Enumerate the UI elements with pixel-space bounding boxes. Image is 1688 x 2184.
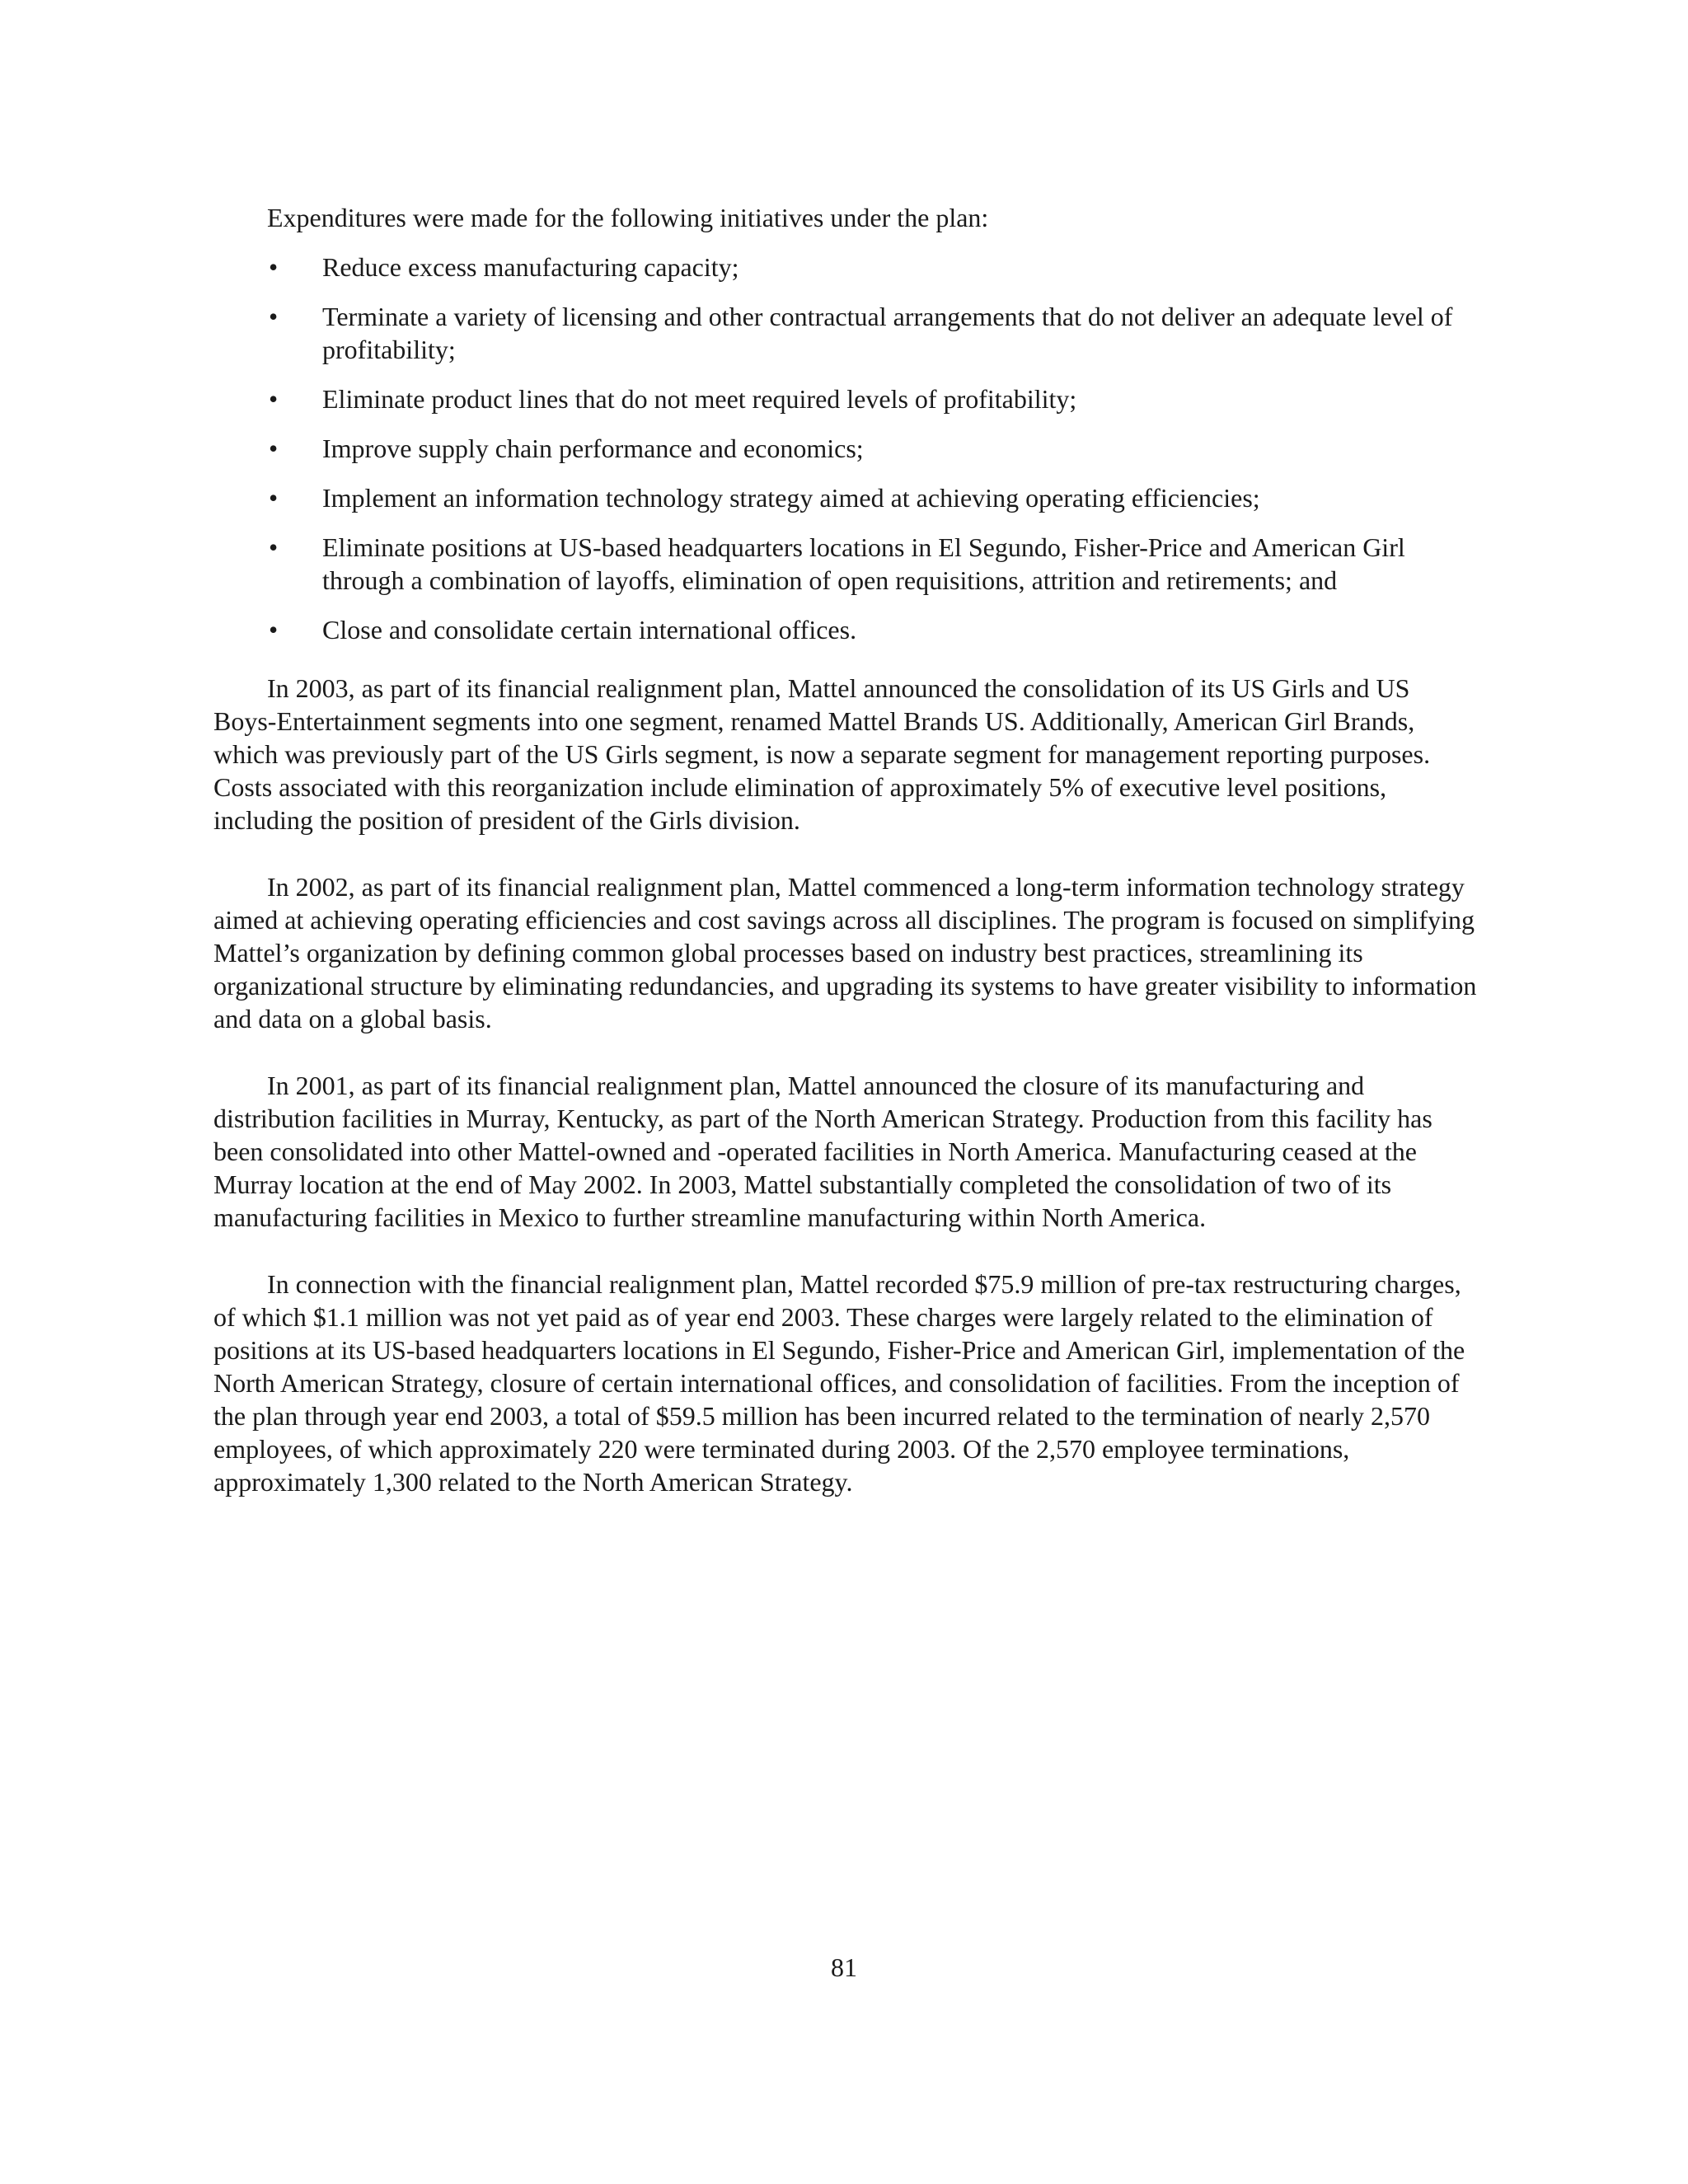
- paragraph-2003-consolidation: In 2003, as part of its financial realignment plan, Mattel announced the consolidation of its US Girls and US Boys-Entertainment segments into one segment, renamed Mattel Brands US. Additionally, American Girl Brands, which was previously part of the US Girls segment, is now a separate segment for management reporting purposes. Costs associated with this reorganization include elimination of approximately 5% of executive level positions, including the position of president of the Girls division.: [213, 673, 1431, 835]
- list-item: [213, 300, 1479, 366]
- list-item-text: Eliminate positions at US-based headquarters locations in El Segundo, Fisher-Price and American Girl through a combination of layoffs, elimination of open requisitions, attrition and retirements; and: [322, 532, 1405, 595]
- list-item: [213, 432, 1479, 465]
- list-item: [213, 251, 1479, 284]
- list-item-text: Eliminate product lines that do not meet required levels of profitability;: [322, 384, 1077, 414]
- page-number: 81: [831, 1952, 857, 1982]
- list-item: [213, 531, 1479, 597]
- list-item: [213, 481, 1479, 514]
- bullet-icon: •: [269, 532, 279, 562]
- list-item-text: Close and consolidate certain international offices.: [322, 615, 857, 644]
- paragraph-2002-it-strategy: In 2002, as part of its financial realignment plan, Mattel commenced a long-term information technology strategy aimed at achieving operating efficiencies and cost savings across all disciplines. The program is focused on simplifying Mattel’s organization by defining common global processes based on industry best practices, streamlining its organizational structure by eliminating redundancies, and upgrading its systems to have greater visibility to information and data on a global basis.: [213, 872, 1477, 1033]
- bullet-icon: •: [269, 302, 279, 331]
- list-item-text: Implement an information technology strategy aimed at achieving operating efficiencies;: [322, 483, 1260, 513]
- bullet-icon: •: [269, 384, 279, 414]
- bullet-icon: •: [269, 483, 279, 513]
- list-item-text: Improve supply chain performance and economics;: [322, 434, 864, 463]
- intro-text: Expenditures were made for the following initiatives under the plan:: [267, 203, 989, 232]
- bullet-icon: •: [269, 434, 279, 463]
- list-item-text: Terminate a variety of licensing and other contractual arrangements that do not deliver an adequate level of profitability;: [322, 302, 1453, 364]
- initiatives-list: [213, 251, 1479, 646]
- page-content: [213, 201, 1479, 1532]
- list-item-text: Reduce excess manufacturing capacity;: [322, 252, 739, 282]
- paragraph-restructuring-charges: In connection with the financial realignment plan, Mattel recorded $75.9 million of pre-tax restructuring charges, of which $1.1 million was not yet paid as of year end 2003. These charges were largely related to the elimination of positions at its US-based headquarters locations in El Segundo, Fisher-Price and American Girl, implementation of the North American Strategy, closure of certain international offices, and consolidation of facilities. From the inception of the plan through year end 2003, a total of $59.5 million has been incurred related to the termination of nearly 2,570 employees, of which approximately 220 were terminated during 2003. Of the 2,570 employee terminations, approximately 1,300 related to the North American Strategy.: [213, 1269, 1465, 1497]
- bullet-icon: •: [269, 252, 279, 282]
- paragraph-2001-murray-closure: In 2001, as part of its financial realignment plan, Mattel announced the closure of its manufacturing and distribution facilities in Murray, Kentucky, as part of the North American Strategy. Production from this facility has been consolidated into other Mattel-owned and -operated facilities in North America. Manufacturing ceased at the Murray location at the end of May 2002. In 2003, Mattel substantially completed the consolidation of two of its manufacturing facilities in Mexico to further streamline manufacturing within North America.: [213, 1071, 1432, 1232]
- bullet-icon: •: [269, 615, 279, 644]
- list-item: [213, 613, 1479, 646]
- list-item: [213, 382, 1479, 415]
